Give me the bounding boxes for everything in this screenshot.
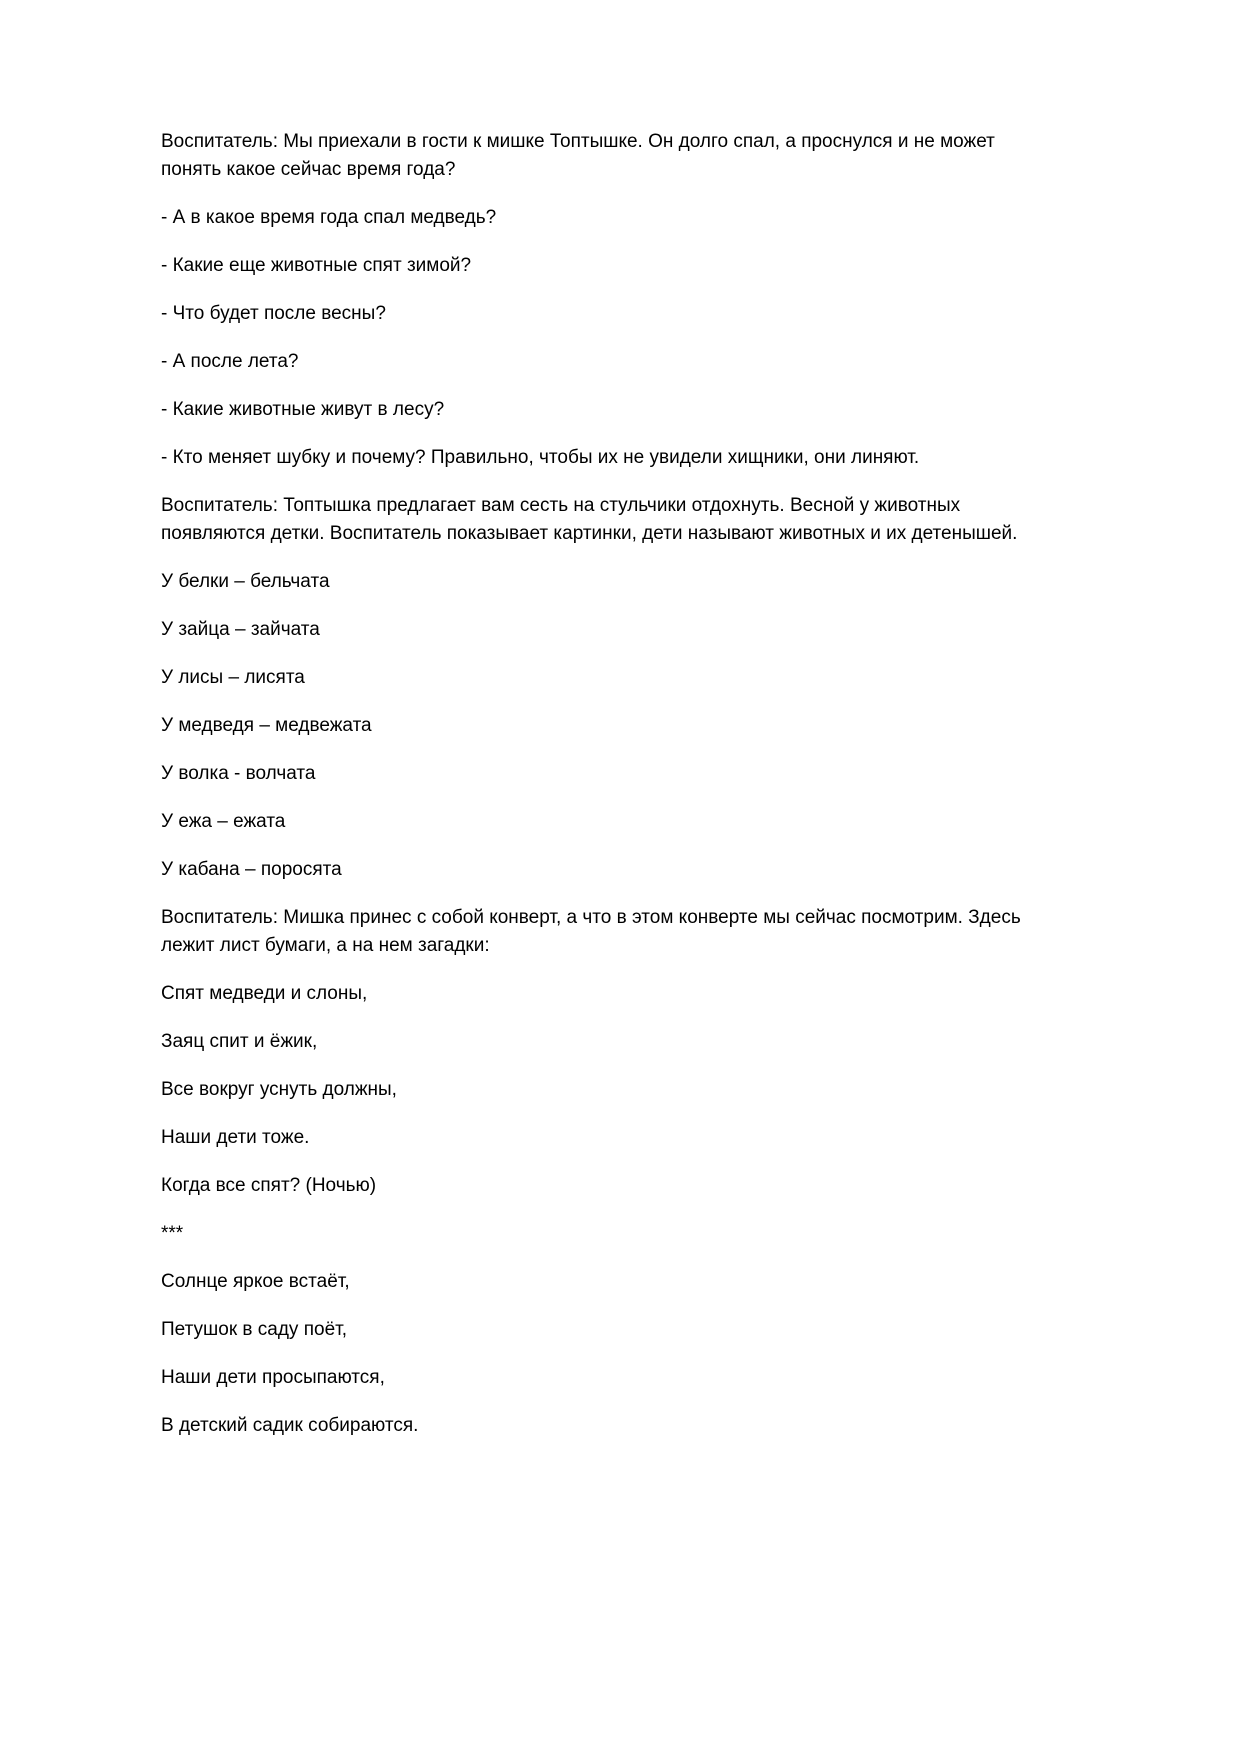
- paragraph-7: - Кто меняет шубку и почему? Правильно, чтобы их не увидели хищники, они линяют.: [161, 447, 920, 468]
- paragraph-2: - А в какое время года спал медведь?: [161, 207, 497, 228]
- paragraph-5: - А после лета?: [161, 351, 299, 372]
- paragraph-1: Воспитатель: Мы приехали в гости к мишке Топтышке. Он долго спал, а проснулся и не может понять какое сейчас время года?: [161, 131, 995, 180]
- paragraph-8: Воспитатель: Топтышка предлагает вам сесть на стульчики отдохнуть. Весной у животных появляются детки. Воспитатель показывает картинки, дети называют животных и их детенышей.: [161, 495, 1018, 544]
- paragraph-18: Заяц спит и ёжик,: [161, 1031, 318, 1052]
- paragraph-15: У кабана – поросята: [161, 859, 342, 880]
- paragraph-23: Солнце яркое встаёт,: [161, 1271, 350, 1292]
- paragraph-24: Петушок в саду поёт,: [161, 1319, 348, 1340]
- paragraph-6: - Какие животные живут в лесу?: [161, 399, 445, 420]
- paragraph-20: Наши дети тоже.: [161, 1127, 310, 1148]
- paragraph-17: Спят медведи и слоны,: [161, 983, 368, 1004]
- paragraph-11: У лисы – лисята: [161, 667, 305, 688]
- paragraph-22: ***: [161, 1223, 184, 1244]
- paragraph-25: Наши дети просыпаются,: [161, 1367, 385, 1388]
- paragraph-10: У зайца – зайчата: [161, 619, 320, 640]
- document-body: [161, 128, 1041, 1440]
- paragraph-21: Когда все спят? (Ночью): [161, 1175, 377, 1196]
- paragraph-14: У ежа – ежата: [161, 811, 286, 832]
- paragraph-9: У белки – бельчата: [161, 571, 330, 592]
- paragraph-13: У волка - волчата: [161, 763, 316, 784]
- paragraph-12: У медведя – медвежата: [161, 715, 372, 736]
- paragraph-3: - Какие еще животные спят зимой?: [161, 255, 472, 276]
- paragraph-26: В детский садик собираются.: [161, 1415, 419, 1436]
- paragraph-19: Все вокруг уснуть должны,: [161, 1079, 397, 1100]
- paragraph-4: - Что будет после весны?: [161, 303, 386, 324]
- paragraph-16: Воспитатель: Мишка принес с собой конверт, а что в этом конверте мы сейчас посмотрим. Здесь лежит лист бумаги, а на нем загадки:: [161, 907, 1021, 956]
